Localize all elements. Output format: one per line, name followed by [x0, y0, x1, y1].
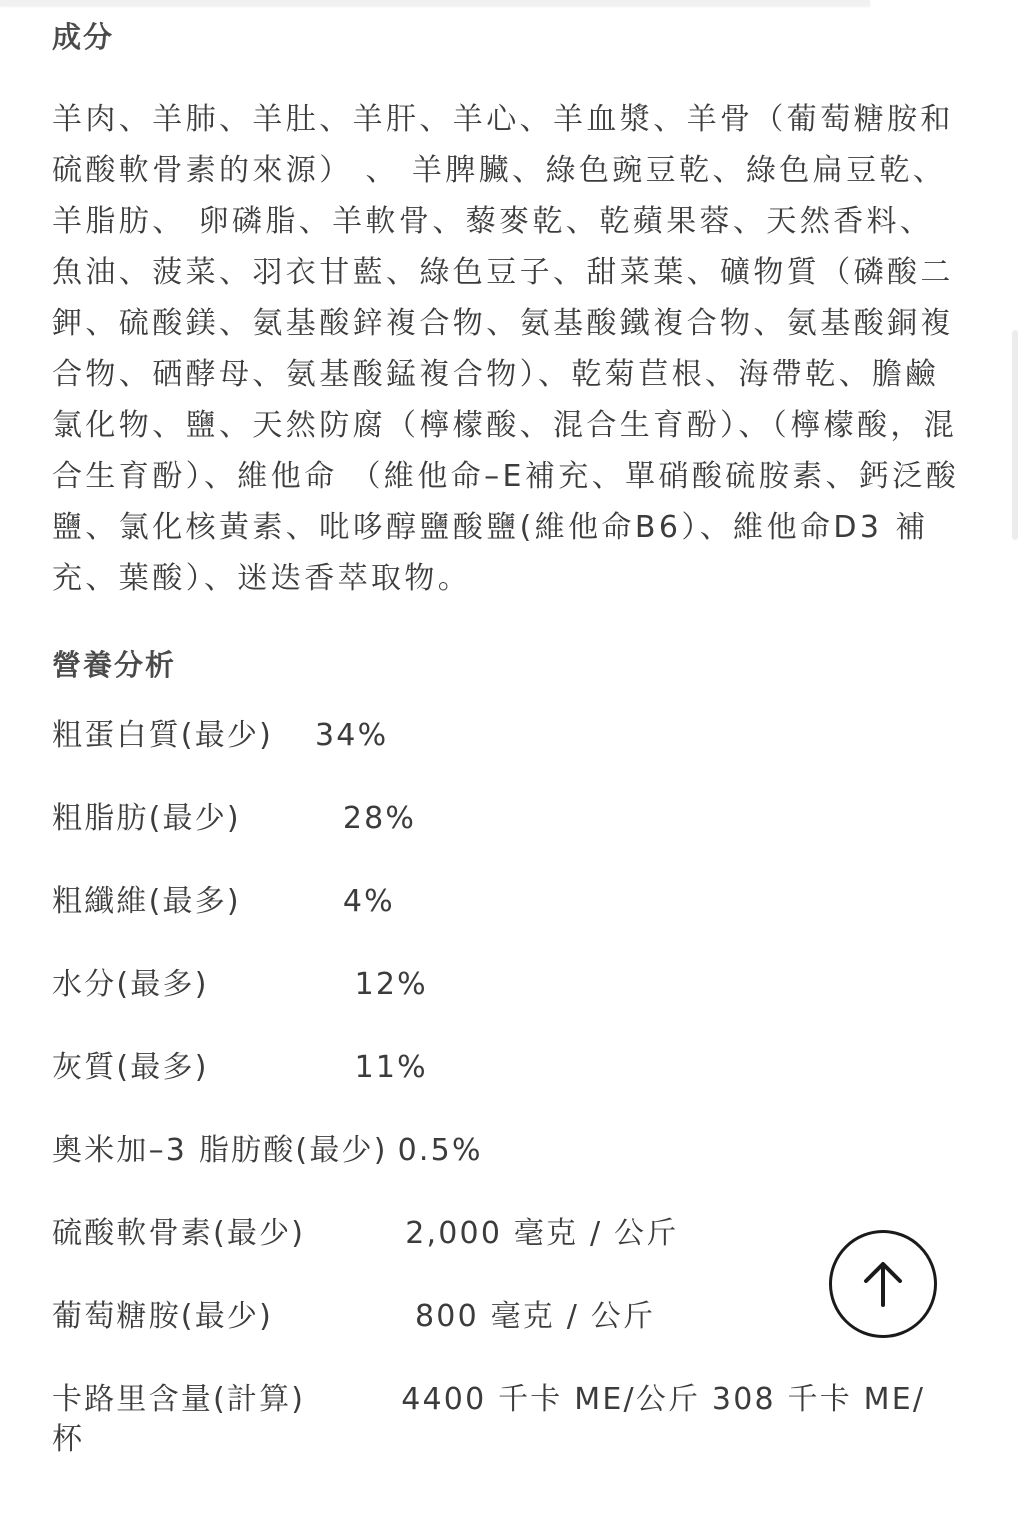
nutrition-row-calories — [52, 1380, 952, 1460]
nutrition-label: 葡萄糖胺(最少) — [52, 1299, 274, 1334]
nutrition-label: 粗纖維(最多) — [52, 884, 241, 919]
ingredients-title: 成分 — [52, 20, 115, 54]
nutrition-row-ash — [52, 1048, 962, 1131]
nutrition-label: 粗脂肪(最少) — [52, 801, 241, 836]
nutrition-label: 奧米加–3 脂肪酸(最少) — [52, 1133, 388, 1168]
nutrition-label: 灰質(最多) — [52, 1050, 209, 1085]
nutrition-label: 卡路里含量(計算) — [52, 1382, 306, 1417]
nutrition-value: 4400 千卡 ME/公斤 308 千卡 ME/杯 — [52, 1382, 926, 1457]
nutrition-row-omega-3 — [52, 1131, 962, 1214]
nutrition-list — [52, 716, 962, 1460]
nutrition-value: 0.5% — [397, 1133, 483, 1168]
back-to-top-button[interactable] — [829, 1230, 937, 1338]
nutrition-row-crude-fiber — [52, 882, 962, 965]
nutrition-value: 4% — [342, 884, 395, 919]
nutrition-value: 2,000 毫克 / 公斤 — [405, 1216, 679, 1251]
nutrition-row-crude-fat — [52, 799, 962, 882]
nutrition-label: 硫酸軟骨素(最少) — [52, 1216, 306, 1251]
nutrition-label: 粗蛋白質(最少) — [52, 718, 274, 753]
nutrition-label: 水分(最多) — [52, 967, 209, 1002]
nutrition-value: 800 毫克 / 公斤 — [415, 1299, 656, 1334]
nutrition-row-moisture — [52, 965, 962, 1048]
nutrition-row-glucosamine — [52, 1297, 962, 1380]
ingredients-text: 羊肉、羊肺、羊肚、羊肝、羊心、羊血漿、羊骨（葡萄糖胺和硫酸軟骨素的來源） 、 羊脾臟、綠色豌豆乾、綠色扁豆乾、羊脂肪、 卵磷脂、羊軟骨、藜麥乾、乾蘋果蓉、天然香料、魚油、菠菜、羽衣甘藍、綠色豆子、甜菜葉、礦物質（磷酸二鉀、硫酸鎂、氨基酸鋅複合物、氨基酸鐵複合物、氨基酸銅複合物、硒酵母、氨基酸錳複合物）、乾菊苣根、海帶乾、膽鹼氯化物、鹽、天然防腐（檸檬酸、混合生育酚）、（檸檬酸，混合生育酚）、維他命 （維他命–E補充、單硝酸硫胺素、鈣泛酸鹽、氯化核黃素、吡哆醇鹽酸鹽(維他命B6）、維他命D3 補充、葉酸）、迷迭香萃取物。 — [52, 102, 960, 596]
nutrition-row-chondroitin — [52, 1214, 962, 1297]
nutrition-value: 28% — [342, 801, 417, 836]
nutrition-value: 34% — [315, 718, 389, 753]
scrollbar[interactable] — [1012, 330, 1018, 540]
product-details — [52, 14, 962, 1460]
arrow-up-icon — [860, 1259, 906, 1309]
nutrition-value: 12% — [354, 967, 428, 1002]
nutrition-value: 11% — [354, 1050, 428, 1085]
nutrition-title: 營養分析 — [52, 648, 177, 682]
nutrition-row-crude-protein — [52, 716, 962, 799]
top-bar — [0, 0, 870, 6]
